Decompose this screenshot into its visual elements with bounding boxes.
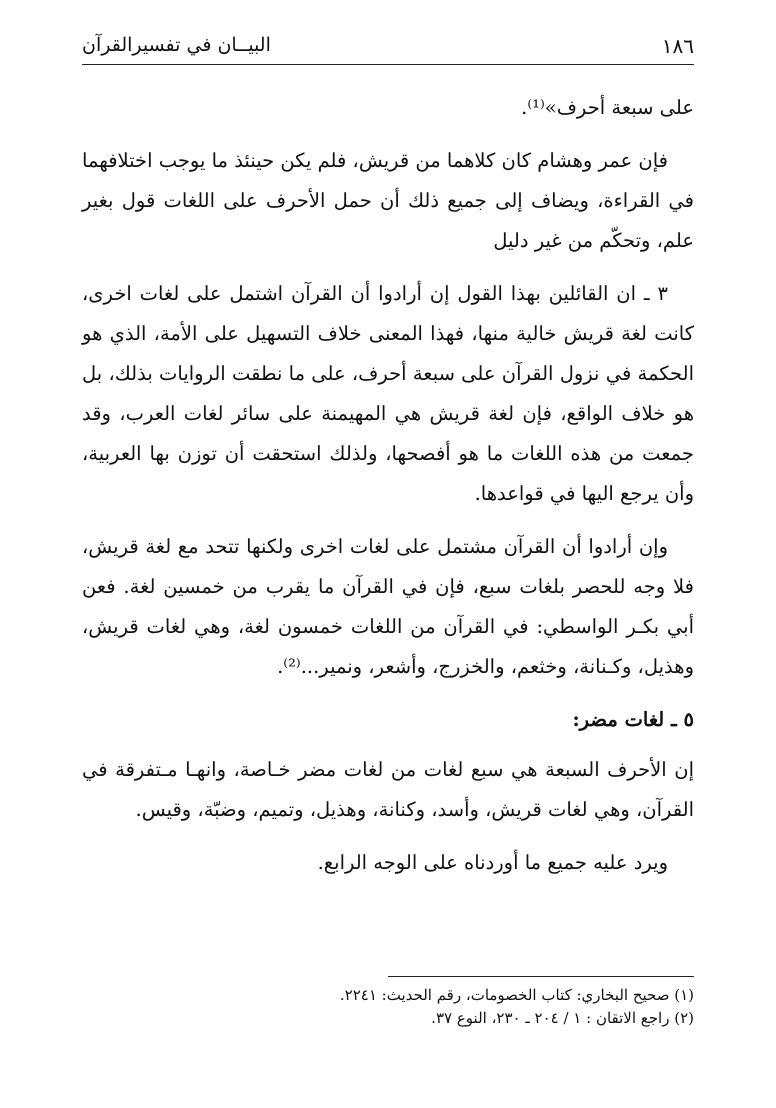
paragraph: وإن أرادوا أن القرآن مشتمل على لغات اخرى ولكنها تتحد مع لغة قريش، فلا وجه للحصر بلغات سبع، فإن في القرآن ما يقرب من خمسين لغة. فعن أبي بكـر الواسطي: في القرآن من اللغات خمسون لغة، وهي لغات قريش، وهذيل، وكـنانة، وخثعم، والخزرج، وأشعر، ونمير...⁽²⁾. (82, 535, 694, 678)
book-title: البيــان في تفسيرالقرآن (82, 34, 271, 56)
paragraph: ويرد عليه جميع ما أوردناه على الوجه الرابع. (317, 851, 668, 874)
main-text (82, 88, 694, 896)
footnote-2: (٢) راجع الاتقان : ١ / ٢٠٤ ـ ٢٣٠، النوع ٣٧. (431, 1009, 694, 1027)
book-page (82, 30, 694, 1090)
paragraph: إن الأحرف السبعة هي سبع لغات من لغات مضر خـاصة، وانهـا مـتفرقة في القرآن، وهي لغات قريش، وأسد، وكنانة، وهذيل، وتميم، وضبّة، وقيس. (82, 758, 694, 821)
paragraph: فإن عمر وهشام كان كلاهما من قريش، فلم يكن حينئذ ما يوجب اختلافهما في القراءة، ويضاف إلى جميع ذلك أن حمل الأحرف على اللغات قول بغير علم، وتحكّم من غير دليل (82, 149, 694, 252)
paragraph-continuation: على سبعة أحرف»⁽¹⁾. (521, 96, 694, 119)
paragraph-point-3: ٣ ـ ان القائلين بهذا القول إن أرادوا أن القرآن اشتمل على لغات اخرى، كانت لغة قريش خالية منها، فهذا المعنى خلاف التسهيل على الأمة، الذي هو الحكمة في نزول القرآن على سبعة أحرف، على ما نطقت الروايات بذلك، بل هو خلاف الواقع، فإن لغة قريش هي المهيمنة على سائر لغات العرب، وقد جمعت من هذه اللغات ما هو أفصحها، ولذلك استحقت أن توزن بها العربية، وأن يرجع اليها في قواعدها. (82, 282, 694, 505)
footnote-divider (388, 976, 694, 977)
section-heading: ٥ ـ لغات مضر: (572, 708, 694, 731)
running-header (82, 30, 694, 65)
footnotes (82, 984, 694, 1030)
footnote-1: (١) صحيح البخاري: كتاب الخصومات، رقم الحديث: ٢٢٤١. (339, 986, 694, 1004)
page-number: ١٨٦ (661, 34, 694, 58)
